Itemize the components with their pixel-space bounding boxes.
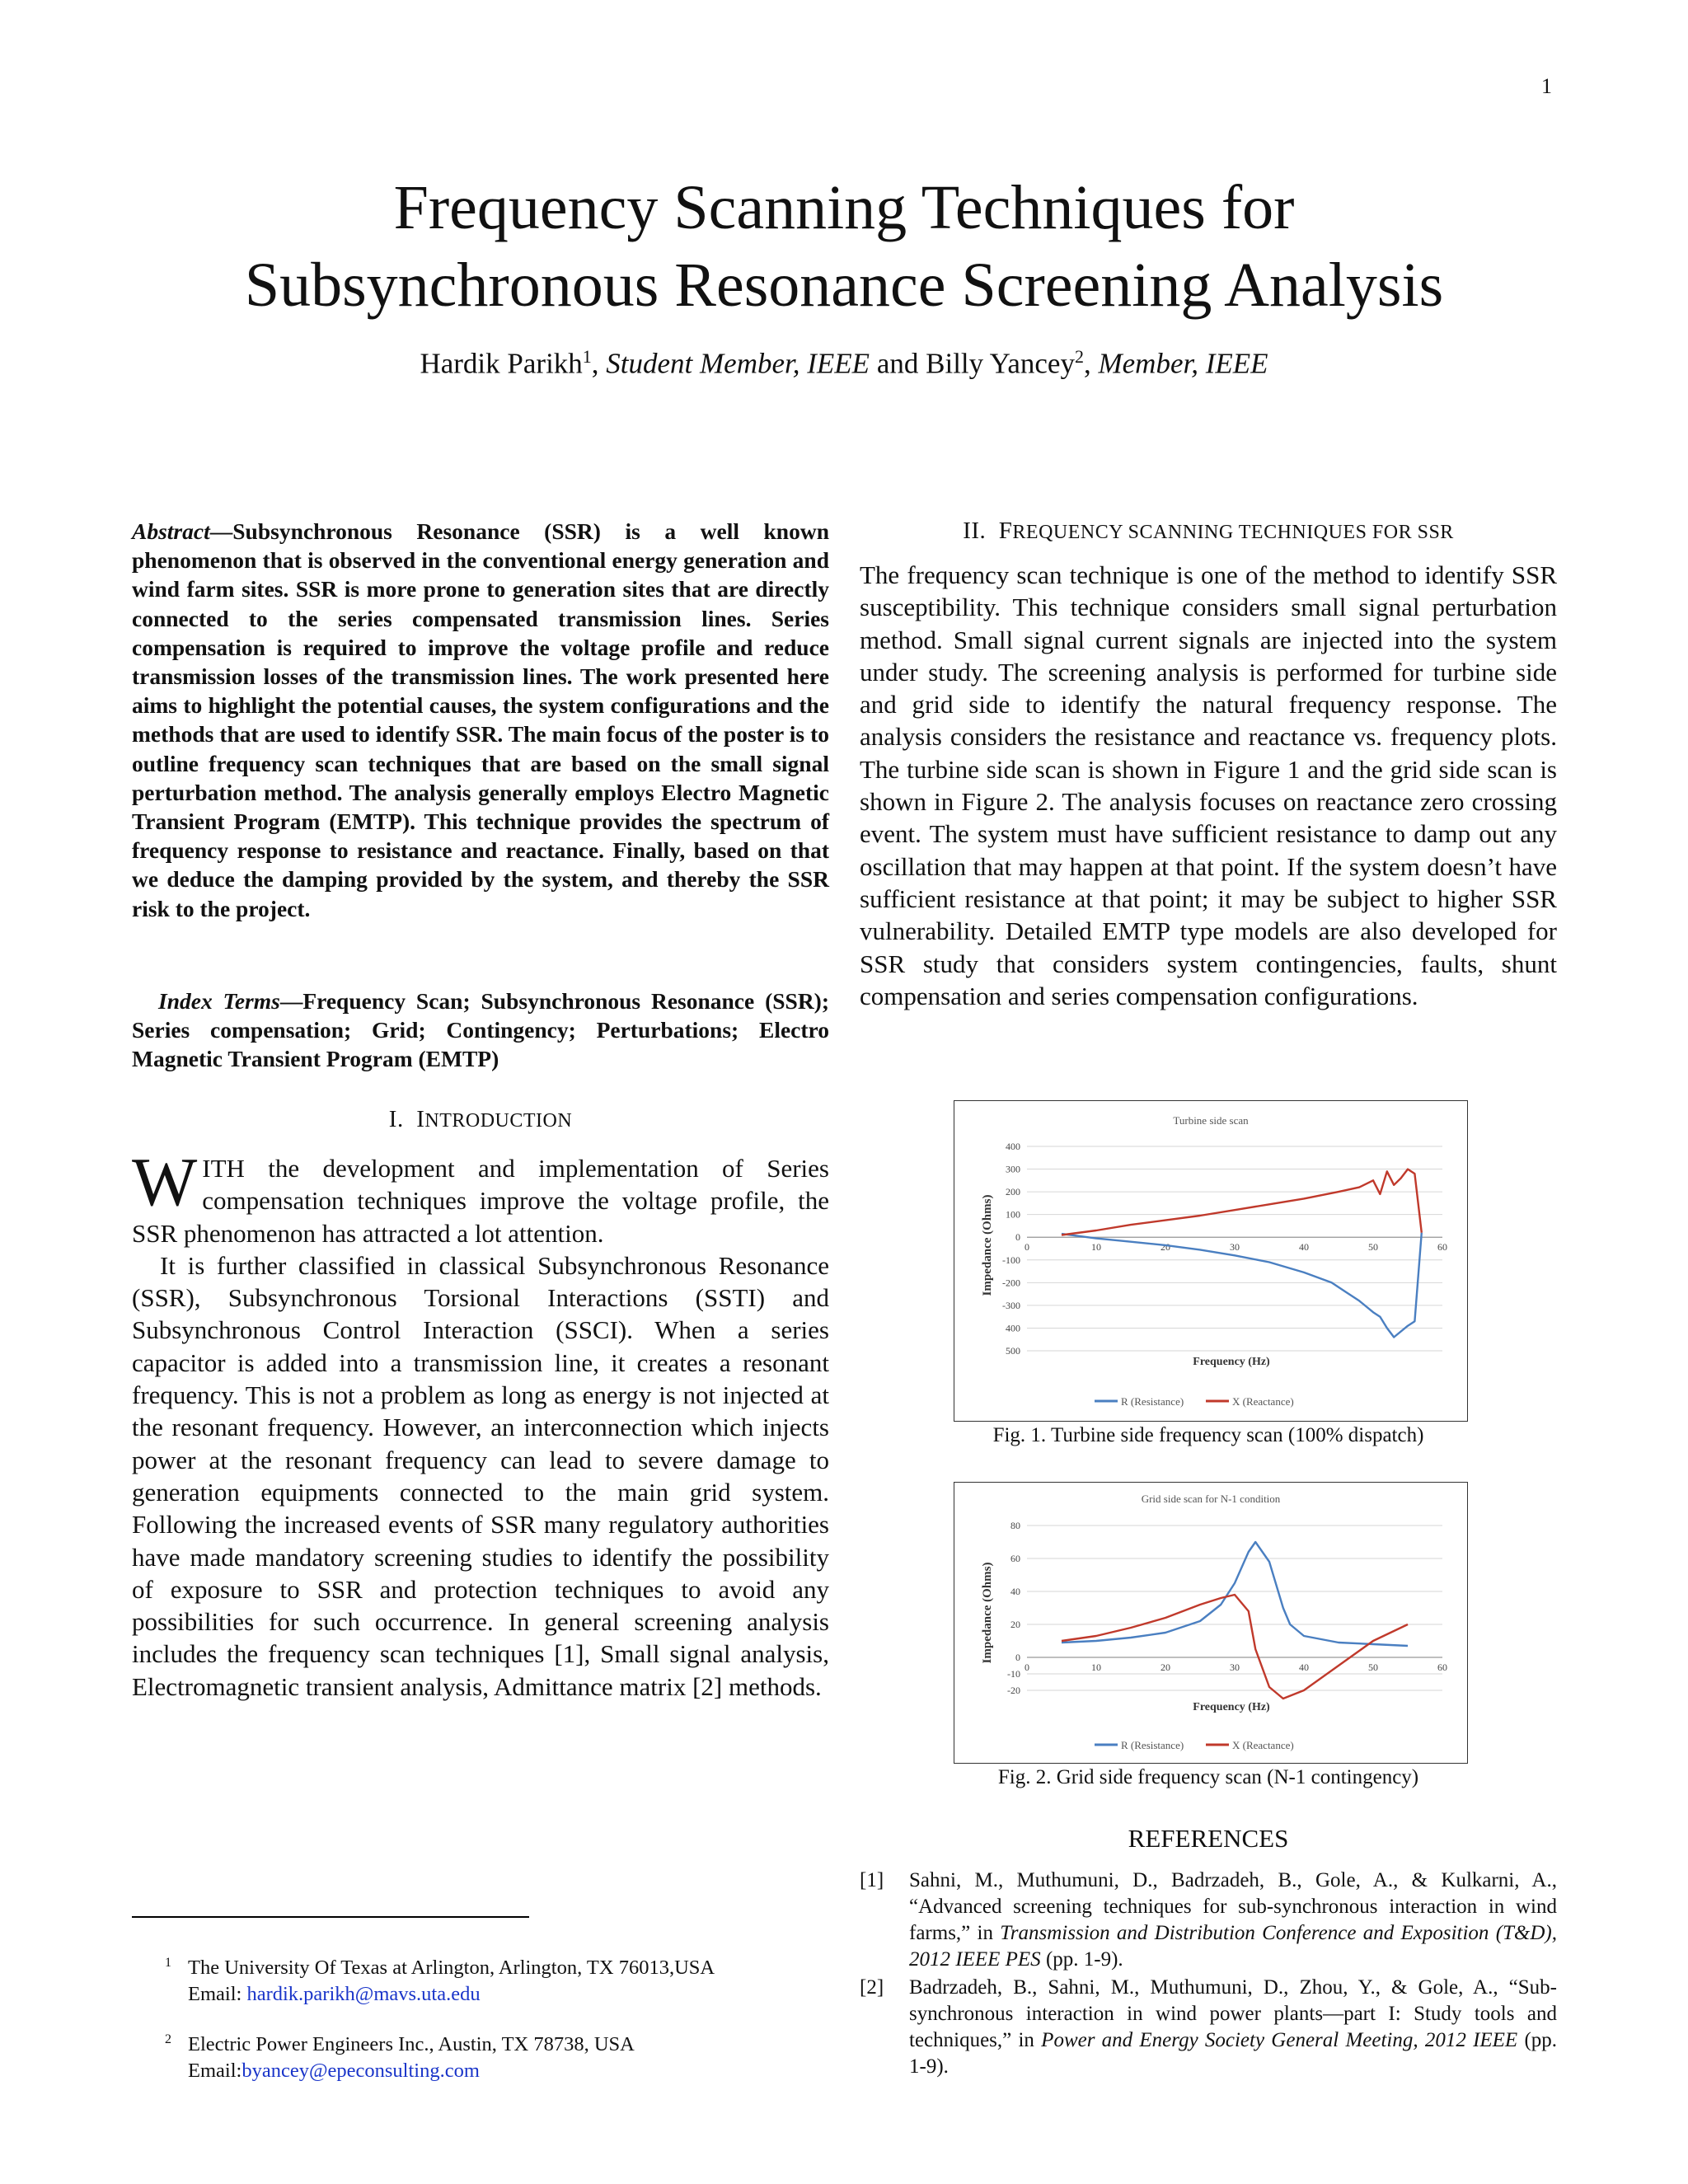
y-tick-label: -10 xyxy=(1007,1668,1020,1680)
y-tick-label: 200 xyxy=(1006,1186,1020,1198)
author-1-role: Student Member, IEEE xyxy=(606,347,870,380)
footnote-2-email-link[interactable]: byancey@epeconsulting.com xyxy=(241,2060,480,2082)
y-tick-label: 500 xyxy=(1006,1345,1020,1357)
y-tick-label: 0 xyxy=(1015,1231,1020,1244)
chart-2-title: Grid side scan for N-1 condition xyxy=(1141,1493,1281,1505)
chart-2-ylabel: Impedance (Ohms) xyxy=(981,1562,994,1664)
intro-paragraph-1: ITH the development and implementation of Series compensation techniques improve the voltage profile, the SSR phenomenon has attracted a lot attention. xyxy=(132,1154,829,1248)
series-line-reactance xyxy=(1062,1169,1422,1235)
section-1-heading xyxy=(132,1106,829,1133)
page-number: 1 xyxy=(1541,74,1552,98)
reference-text: Sahni, M., Muthumuni, D., Badrzadeh, B., Gole, A., & Kulkarni, A., “Advanced screening techniques for sub-synchronous interaction in wind farms,” in xyxy=(909,1869,1557,1944)
legend-label: X (Reactance) xyxy=(1232,1739,1294,1751)
abstract-label: Abstract xyxy=(132,518,210,544)
abstract xyxy=(132,517,829,923)
footnote-2-marker: 2 xyxy=(165,2032,171,2046)
author-2-name: Billy Yancey xyxy=(926,347,1075,380)
footnote-2-email-label: Email: xyxy=(188,2060,242,2082)
footnote-1-email-link[interactable]: hardik.parikh@mavs.uta.edu xyxy=(246,1983,481,2005)
author-2-role: Member, IEEE xyxy=(1098,347,1268,380)
legend-label: X (Reactance) xyxy=(1232,1395,1294,1408)
y-tick-label: 400 xyxy=(1006,1322,1020,1334)
figure-2-chart xyxy=(954,1482,1468,1764)
reference-list xyxy=(860,1868,1557,2082)
y-tick-label: 40 xyxy=(1010,1586,1020,1597)
section-2-numeral: II. xyxy=(963,518,987,544)
y-tick-label: 0 xyxy=(1015,1652,1020,1663)
x-tick-label: 60 xyxy=(1437,1661,1447,1673)
title-line-1: Frequency Scanning Techniques for xyxy=(393,173,1295,242)
y-tick-label: -100 xyxy=(1002,1254,1020,1266)
x-tick-label: 10 xyxy=(1091,1241,1101,1254)
introduction-body xyxy=(132,1144,829,1703)
y-tick-label: -200 xyxy=(1002,1277,1020,1289)
footnote-1-email-label: Email: xyxy=(188,1983,247,2005)
index-terms-dash: — xyxy=(279,988,303,1014)
x-tick-label: 40 xyxy=(1299,1661,1309,1673)
x-tick-label: 30 xyxy=(1230,1241,1240,1254)
intro-paragraph-2: It is further classified in classical Subsynchronous Resonance (SSR), Subsynchronous Torsional Interactions (SSTI) and Subsynchronous Control Interaction (SSCI). When a series capacitor is added into a transmission line, it creates a resonant frequency. This is not a problem as long as energy is not injected at the resonant frequency. However, an interconnection which injects power at the resonant frequency can lead to severe damage to generation equipments connected to the main grid system. Following the increased events of SSR many regulatory authorities have made mandatory screening studies to identify the possibility of exposure to SSR and protection techniques to avoid any possibilities for such occurrence. In general screening analysis includes the frequency scan techniques [1], Small signal analysis, Electromagnetic transient analysis, Admittance matrix [2] methods. xyxy=(132,1250,829,1701)
figure-2-caption: Fig. 2. Grid side frequency scan (N-1 contingency) xyxy=(997,1766,1419,1788)
y-tick-label: 60 xyxy=(1010,1553,1020,1564)
paper-title xyxy=(0,169,1688,324)
reference-item xyxy=(860,1868,1557,1973)
reference-pages: (pp. 1-9). xyxy=(909,2029,1558,2078)
y-tick-label: -300 xyxy=(1002,1299,1020,1311)
author-and: and xyxy=(870,347,926,380)
x-tick-label: 20 xyxy=(1160,1661,1170,1673)
section-2-body: The frequency scan technique is one of the method to identify SSR susceptibility. This technique considers small signal perturbation method. Small signal current signals are injected into the system under study. The screening analysis is performed for turbine side and grid side to identify the natural frequency response. The analysis considers the resistance and reactance vs. frequency plots. The turbine side scan is shown in Figure 1 and the grid side scan is shown in Figure 2. The analysis focuses on reactance zero crossing event. The system must have sufficient resistance to damp out any oscillation that may happen at that point. If the system doesn’t have sufficient resistance at that point; it may be subject to higher SSR vulnerability. Detailed EMTP type models are also developed for SSR study that considers system contingencies, faults, shunt compensation and series compensation configurations. xyxy=(860,560,1557,1010)
x-tick-label: 50 xyxy=(1368,1661,1378,1673)
section-1-numeral: I. xyxy=(388,1106,404,1132)
x-tick-label: 0 xyxy=(1025,1241,1029,1254)
figure-1-svg xyxy=(954,1101,1467,1421)
author-2-sup: 2 xyxy=(1074,346,1084,367)
legend-label: R (Resistance) xyxy=(1121,1395,1184,1408)
index-terms-label: Index Terms xyxy=(158,988,280,1014)
reference-text: Badrzadeh, B., Sahni, M., Muthumuni, D., Zhou, Y., & Gole, A., “Sub-synchronous interaction in wind power plants—part I: Study tools and techniques,” in xyxy=(909,1976,1557,2051)
author-1-sup: 1 xyxy=(582,346,592,367)
index-terms-text: Frequency Scan; Subsynchronous Resonance (SSR); Series compensation; Grid; Contingency; Perturbations; Electro Magnetic Transient Program (EMTP) xyxy=(132,988,829,1072)
y-tick-label: 80 xyxy=(1010,1520,1020,1531)
footnote-divider xyxy=(132,1916,529,1918)
y-tick-label: 300 xyxy=(1006,1163,1020,1175)
chart-1-title: Turbine side scan xyxy=(1173,1114,1249,1127)
footnote-2 xyxy=(165,2032,814,2084)
footnote-1-affiliation: The University Of Texas at Arlington, Arlington, TX 76013,USA xyxy=(188,1957,715,1979)
x-tick-label: 0 xyxy=(1025,1661,1029,1673)
section-1-first-letter: I xyxy=(416,1106,425,1132)
chart-2-xlabel: Frequency (Hz) xyxy=(1193,1701,1270,1713)
abstract-dash: — xyxy=(209,518,233,544)
section-1-title: NTRODUCTION xyxy=(424,1110,573,1132)
drop-cap: W xyxy=(132,1144,198,1221)
section-2-heading xyxy=(860,518,1557,545)
footnote-2-affiliation: Electric Power Engineers Inc., Austin, TX 78738, USA xyxy=(188,2033,635,2055)
chart-1-ylabel: Impedance (Ohms) xyxy=(981,1194,994,1296)
title-line-2: Subsynchronous Resonance Screening Analysis xyxy=(244,251,1444,320)
figure-2-svg xyxy=(954,1483,1467,1763)
reference-number: [1] xyxy=(860,1869,884,1891)
legend-label: R (Resistance) xyxy=(1121,1739,1184,1751)
author-line: Hardik Parikh$^1$, Student Member, IEEE and Billy Yancey$^2$, Member, IEEE xyxy=(420,346,1268,380)
section-2-title: REQUENCY SCANNING TECHNIQUES FOR SSR xyxy=(1012,522,1454,543)
series-line-reactance xyxy=(1062,1595,1408,1699)
x-tick-label: 30 xyxy=(1230,1661,1240,1673)
section-2-first-letter: F xyxy=(998,518,1013,544)
abstract-text: Subsynchronous Resonance (SSR) is a well known phenomenon that is observed in the conventional energy generation and wind farm sites. SSR is more prone to generation sites that are directly connected to the series compensated transmission lines. Series compensation is required to improve the voltage profile and reduce transmission losses of the transmission lines. The work presented here aims to highlight the potential causes, the system configurations and the methods that are used to identify SSR. The main focus of the poster is to outline frequency scan techniques that are based on the small signal perturbation method. The analysis generally employs Electro Magnetic Transient Program (EMTP). This technique provides the spectrum of frequency response to resistance and reactance. Finally, based on that we deduce the damping provided by the system, and thereby the SSR risk to the project. xyxy=(132,518,829,921)
y-tick-label: -20 xyxy=(1007,1685,1020,1696)
index-terms xyxy=(132,987,829,1074)
reference-venue: Power and Energy Society General Meeting, 2012 IEEE xyxy=(1041,2029,1518,2051)
reference-number: [2] xyxy=(860,1976,884,1999)
y-tick-label: 100 xyxy=(1006,1208,1020,1221)
x-tick-label: 20 xyxy=(1160,1241,1170,1254)
x-tick-label: 60 xyxy=(1437,1241,1447,1254)
figure-1-caption: Fig. 1. Turbine side frequency scan (100% dispatch) xyxy=(992,1424,1424,1446)
x-tick-label: 50 xyxy=(1368,1241,1378,1254)
x-tick-label: 40 xyxy=(1299,1241,1309,1254)
x-tick-label: 10 xyxy=(1091,1661,1101,1673)
author-1-name: Hardik Parikh xyxy=(420,347,583,380)
y-tick-label: 20 xyxy=(1010,1619,1020,1630)
chart-1-xlabel: Frequency (Hz) xyxy=(1193,1356,1270,1368)
footnote-1-marker: 1 xyxy=(165,1956,171,1970)
reference-venue: Transmission and Distribution Conference and Exposition (T&D), 2012 IEEE PES xyxy=(909,1922,1558,1971)
y-tick-label: 400 xyxy=(1006,1141,1020,1152)
reference-item xyxy=(860,1975,1557,2080)
figure-1-chart xyxy=(954,1100,1468,1422)
reference-pages: (pp. 1-9). xyxy=(1040,1948,1123,1971)
footnote-1 xyxy=(165,1955,814,2008)
references-heading: REFERENCES xyxy=(1128,1824,1289,1853)
